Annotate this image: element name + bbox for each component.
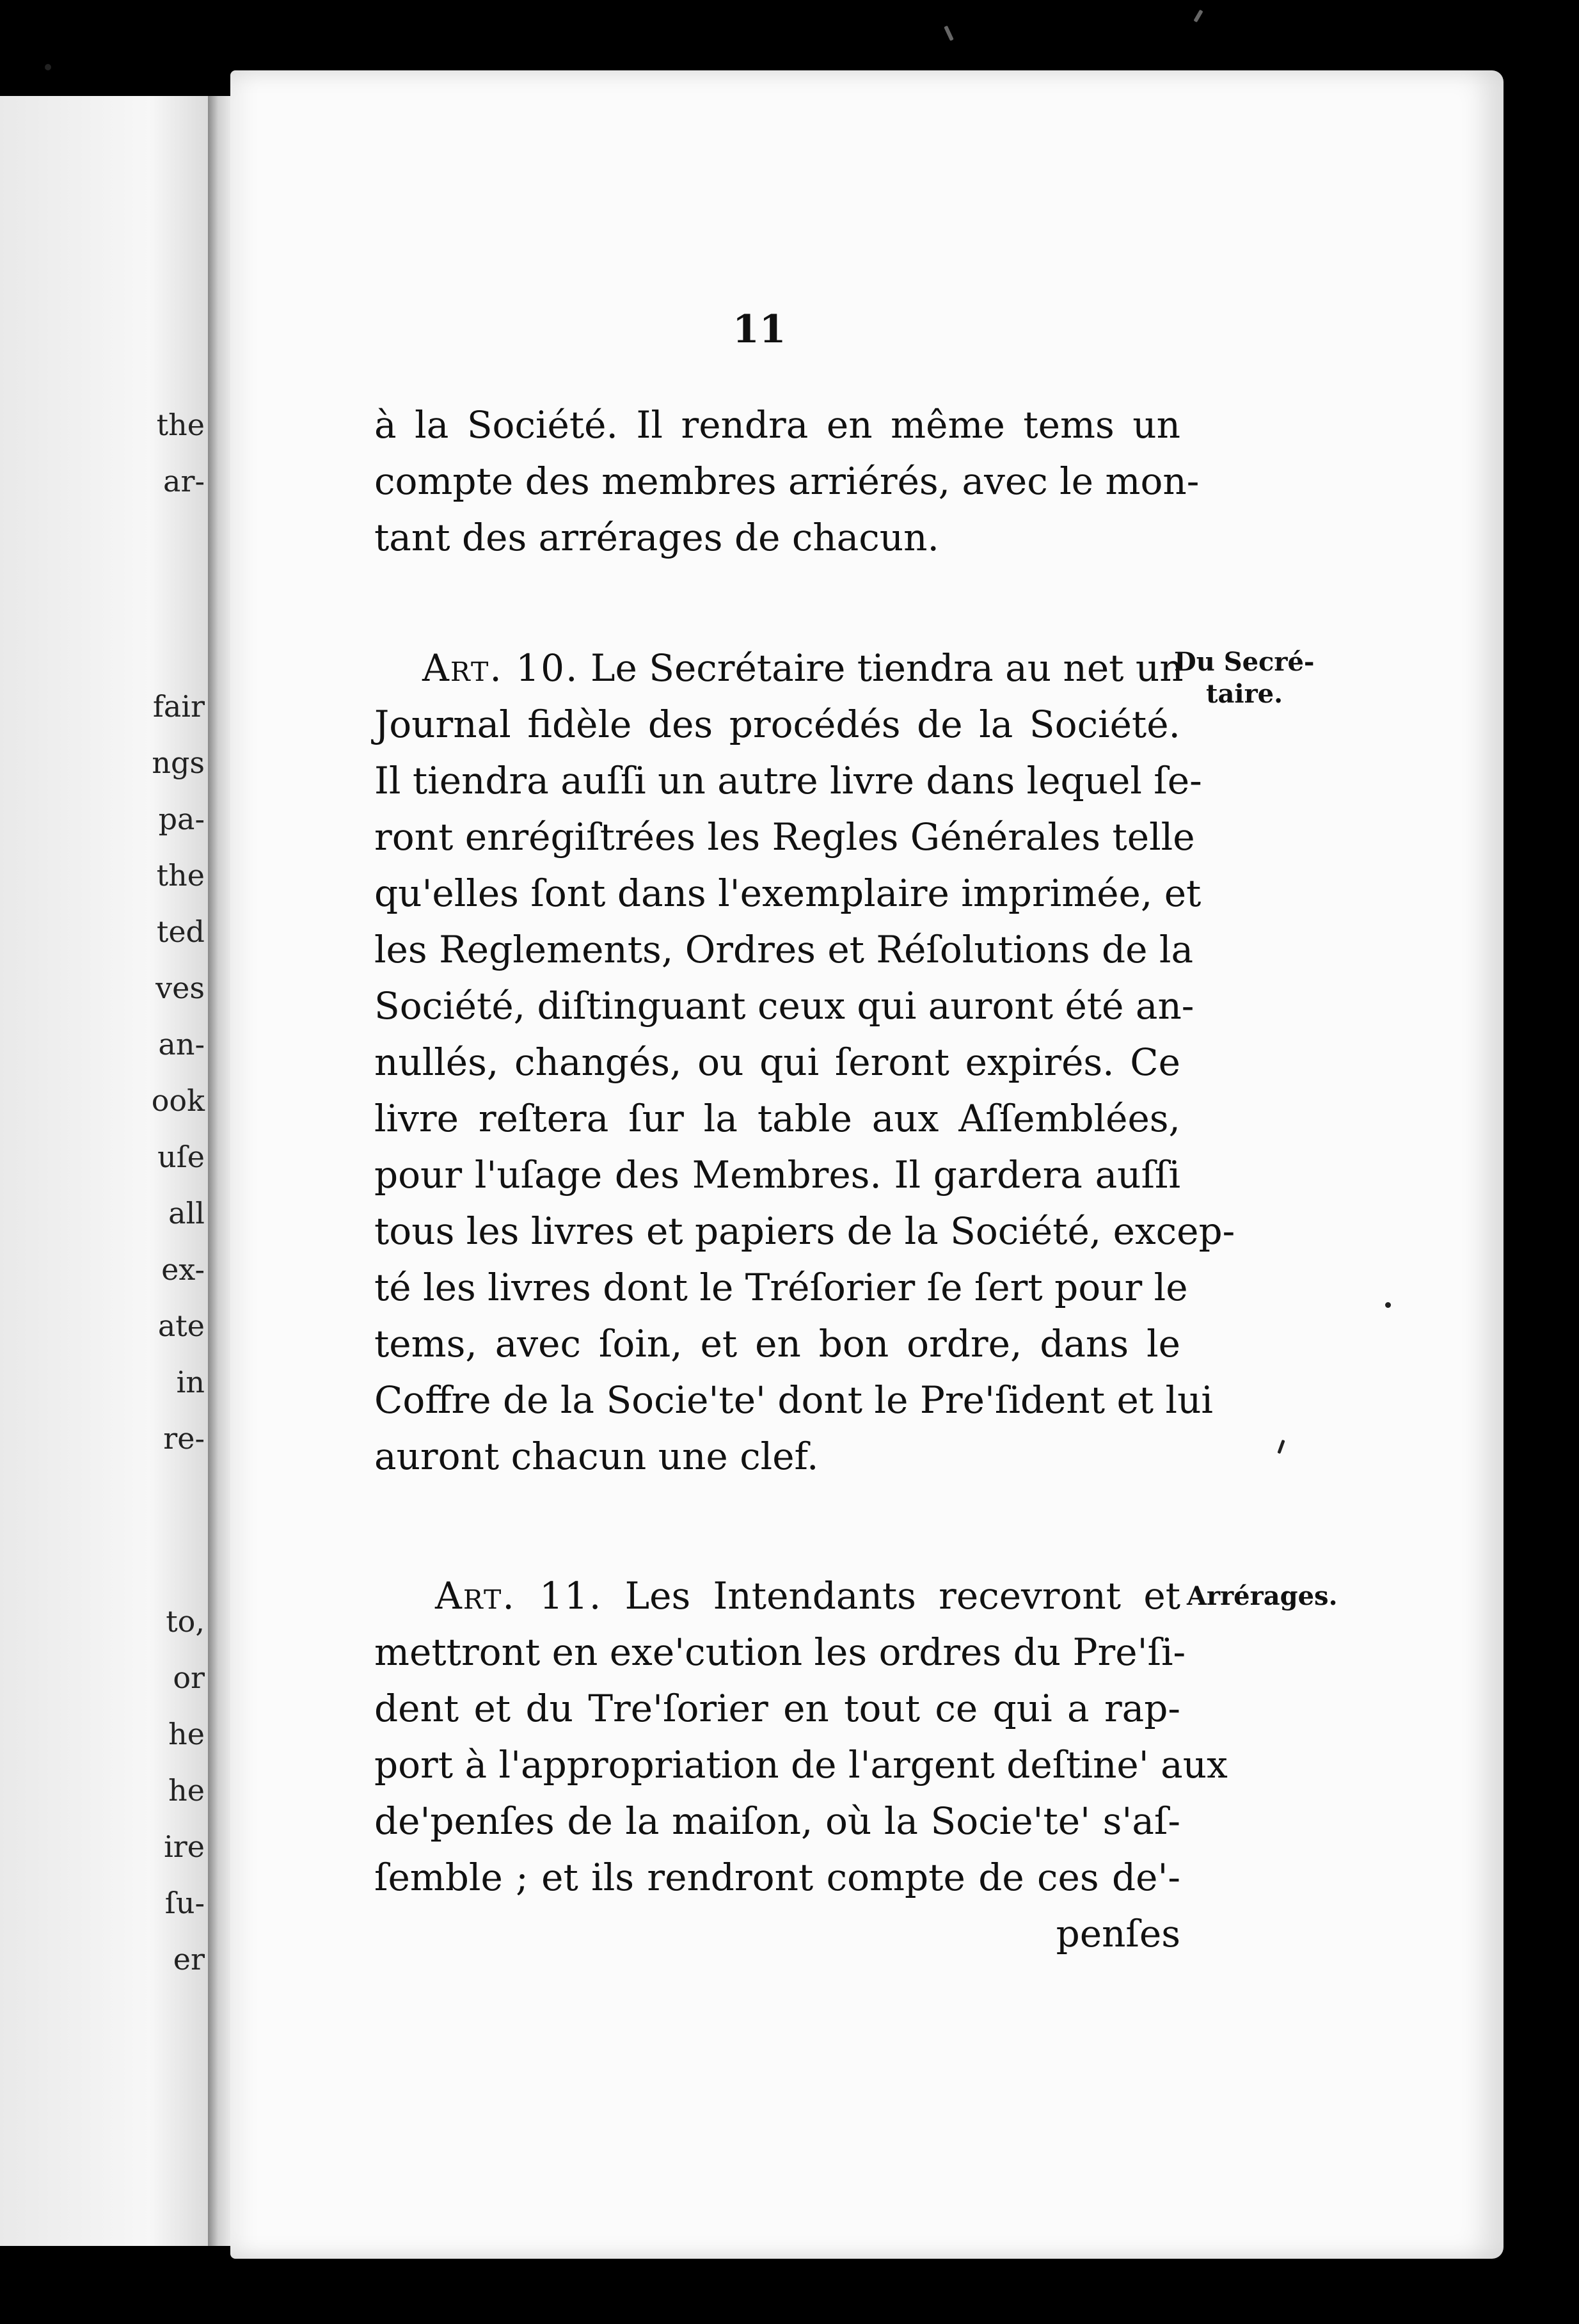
text-line: ſemble ; et ils rendront compte de ces de'- — [374, 1856, 1180, 1899]
text-line: tant des arrérages de chacun. — [374, 516, 939, 559]
left-page-fragment: the — [156, 858, 205, 893]
margin-note-secretaire — [1174, 646, 1315, 710]
scan-speck — [944, 26, 954, 41]
left-page-fragment: an- — [158, 1027, 205, 1062]
left-page-fragment: ſu- — [164, 1886, 205, 1920]
left-page-fragment: ire — [164, 1829, 205, 1864]
text-line: de'penſes de la maiſon, où la Socie'te' s'aſ- — [374, 1799, 1180, 1843]
book-gutter — [208, 96, 234, 2246]
left-page-fragment: ar- — [163, 464, 205, 498]
page-number: 11 — [733, 307, 786, 352]
left-page-fragment: ook — [151, 1083, 205, 1118]
scan-speck — [1193, 10, 1203, 22]
text-line: pour l'uſage des Membres. Il gardera auſſi — [374, 1153, 1180, 1197]
text-line: port à l'appropriation de l'argent deſtine' aux — [374, 1743, 1228, 1787]
text-line: compte des membres arriérés, avec le mon- — [374, 459, 1200, 503]
scan-speck — [1385, 1302, 1391, 1308]
paragraph-continuation — [374, 397, 1200, 566]
text-line: qu'elles ſont dans l'exemplaire imprimée, et — [374, 872, 1202, 915]
article-10-label: Art. 10. — [422, 646, 579, 690]
left-page-fragment: pa- — [158, 802, 205, 836]
text-line: ront enrégiſtrées les Regles Générales telle — [374, 815, 1195, 859]
article-10 — [374, 640, 1235, 1484]
left-page-fragment: all — [168, 1196, 205, 1230]
text-line: à la Société. Il rendra en même tems un — [374, 403, 1180, 447]
text-line: nullés, changés, ou qui ſeront expirés. Ce — [374, 1040, 1180, 1084]
text-line: Le Secrétaire tiendra au net un — [590, 646, 1184, 690]
left-page-fragments-middle — [13, 678, 205, 1467]
article-11 — [374, 1568, 1228, 1962]
text-line: auront chacun une clef. — [374, 1435, 819, 1478]
left-page-fragment: the — [156, 408, 205, 442]
left-page-fragments-bottom — [13, 1593, 205, 1987]
text-line: Coffre de la Socie'te' dont le Pre'ſident et lui — [374, 1378, 1213, 1422]
left-page-fragment: re- — [163, 1421, 205, 1456]
text-line: té les livres dont le Tréſorier ſe ſert pour le — [374, 1266, 1188, 1309]
text-line: Journal fidèle des procédés de la Société. — [374, 703, 1180, 746]
left-page-fragment: uſe — [157, 1140, 205, 1174]
left-page-fragment: he — [168, 1773, 205, 1808]
left-page-fragment: ves — [155, 971, 205, 1005]
left-page-fragment: ted — [156, 914, 205, 949]
scan-speck — [45, 64, 51, 70]
left-page-fragment: er — [173, 1942, 205, 1977]
text-line: Société, diſtinguant ceux qui auront été an- — [374, 984, 1194, 1028]
left-page-fragment: ate — [157, 1309, 205, 1343]
text-line: Il tiendra auſſi un autre livre dans lequel ſe- — [374, 759, 1202, 802]
left-page-fragments-top — [13, 397, 205, 509]
left-page-fragment: ngs — [152, 745, 205, 780]
article-11-label: Art. 11. — [435, 1574, 603, 1618]
text-line: les Reglements, Ordres et Réſolutions de la — [374, 928, 1194, 971]
margin-note-line: Du Secré- — [1174, 647, 1315, 677]
left-page-fragment: in — [176, 1365, 205, 1399]
text-line: Les Intendants recevront et — [624, 1574, 1180, 1618]
text-line: tous les livres et papiers de la Société, excep- — [374, 1209, 1235, 1253]
left-page-fragment: or — [173, 1660, 205, 1695]
text-line: livre reſtera ſur la table aux Aſſemblées, — [374, 1097, 1180, 1140]
margin-note-arrerages: Arrérages. — [1187, 1581, 1338, 1611]
left-page-fragment: ex- — [161, 1252, 205, 1287]
text-line: tems, avec ſoin, et en bon ordre, dans le — [374, 1322, 1180, 1365]
catchword: penſes — [1056, 1912, 1180, 1955]
left-page-fragment: he — [168, 1717, 205, 1751]
article-10-first-line — [374, 640, 1184, 696]
left-page-fragment: to, — [166, 1604, 205, 1639]
text-line: dent et du Tre'ſorier en tout ce qui a rap- — [374, 1687, 1180, 1730]
left-page-fragment: fair — [152, 689, 205, 724]
article-11-first-line — [374, 1568, 1180, 1624]
text-line: mettront en exe'cution les ordres du Pre'ſi- — [374, 1630, 1186, 1674]
margin-note-line: taire. — [1206, 679, 1283, 709]
